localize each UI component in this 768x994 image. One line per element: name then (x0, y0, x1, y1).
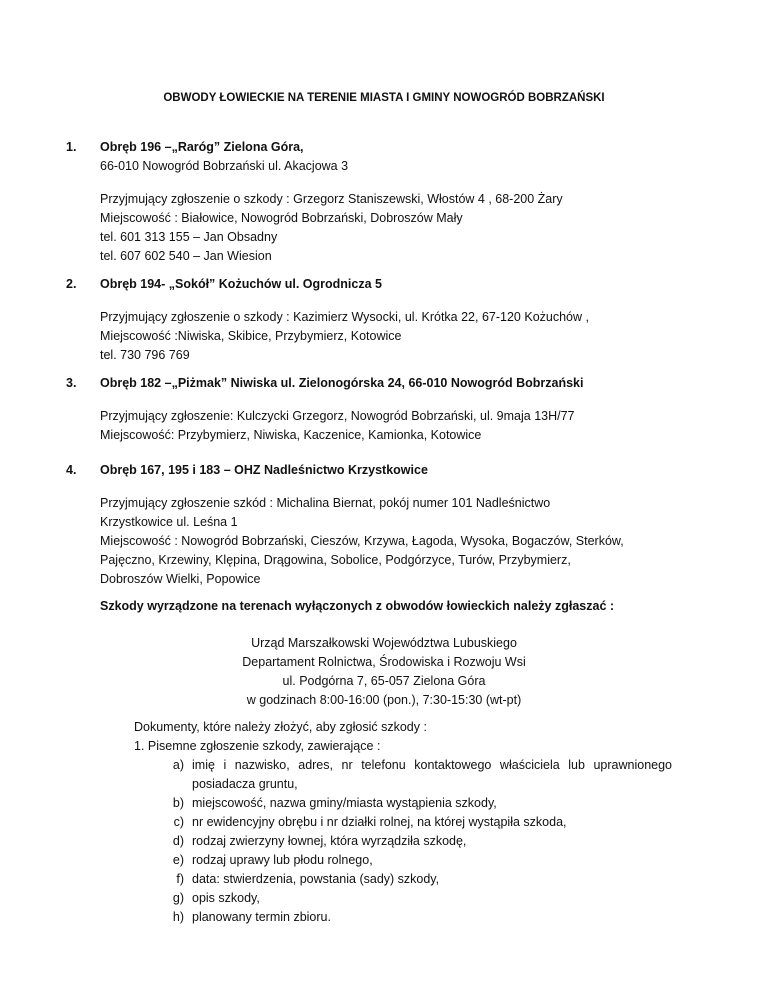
office-address (0, 634, 768, 710)
sub-item-text: planowany termin zbioru. (192, 910, 331, 924)
sub-item-letter: b) (172, 796, 184, 810)
sub-item (134, 908, 674, 927)
item-line: Miejscowość : Białowice, Nowogród Bobrzański, Dobroszów Mały (100, 211, 463, 225)
sub-item-letter: a) (172, 758, 184, 772)
office-line: Urząd Marszałkowski Województwa Lubuskiego (251, 636, 517, 650)
item-line: Przyjmujący zgłoszenie o szkody : Kazimierz Wysocki, ul. Krótka 22, 67-120 Kożuchów , (100, 310, 589, 324)
sub-item-letter: g) (172, 891, 184, 905)
sub-item (134, 832, 674, 851)
item-line: Miejscowość :Niwiska, Skibice, Przybymierz, Kotowice (100, 329, 402, 343)
sub-item-text: miejscowość, nazwa gminy/miasta wystąpienia szkody, (192, 796, 497, 810)
sub-item-text: rodzaj zwierzyny łownej, która wyrządziła szkodę, (192, 834, 467, 848)
list-item-1 (66, 138, 660, 266)
sub-item (134, 813, 674, 832)
sub-item-letter: e) (172, 853, 184, 867)
item-heading: Obręb 196 –„Raróg” Zielona Góra, (100, 140, 304, 154)
sub-item-letter: h) (172, 910, 184, 924)
sub-item-text: rodzaj uprawy lub płodu rolnego, (192, 853, 373, 867)
sub-item-text: imię i nazwisko, adres, nr telefonu kontaktowego właściciela lub uprawnionego (192, 758, 672, 772)
sub-list (134, 756, 674, 927)
item-line: Miejscowość : Nowogród Bobrzański, Cieszów, Krzywa, Łagoda, Wysoka, Bogaczów, Sterków, (100, 534, 624, 548)
item-line: tel. 607 602 540 – Jan Wiesion (100, 249, 272, 263)
sub-item-text-continued: posiadacza gruntu, (192, 777, 298, 791)
sub-item-text: opis szkody, (192, 891, 260, 905)
excluded-areas-heading: Szkody wyrządzone na terenach wyłączonych z obwodów łowieckich należy zgłaszać : (100, 599, 615, 613)
item-heading-address: 66-010 Nowogród Bobrzański ul. Akacjowa 3 (100, 159, 349, 173)
item-number: 4. (66, 463, 77, 477)
office-line: Departament Rolnictwa, Środowiska i Rozwoju Wsi (242, 655, 526, 669)
office-line: w godzinach 8:00-16:00 (pon.), 7:30-15:30 (wt-pt) (246, 693, 522, 707)
sub-item (134, 889, 674, 908)
list-item-4 (66, 461, 660, 589)
sub-item-text: nr ewidencyjny obrębu i nr działki rolnej, na której wystąpiła szkoda, (192, 815, 567, 829)
item-heading: Obręb 182 –„Piżmak” Niwiska ul. Zielonogórska 24, 66-010 Nowogród Bobrzański (100, 376, 584, 390)
item-line: tel. 601 313 155 – Jan Obsadny (100, 230, 278, 244)
sub-item (134, 756, 674, 794)
item-heading: Obręb 194- „Sokół” Kożuchów ul. Ogrodnicza 5 (100, 277, 382, 291)
item-line: tel. 730 796 769 (100, 348, 190, 362)
office-line: ul. Podgórna 7, 65-057 Zielona Góra (282, 674, 486, 688)
item-line: Krzystkowice ul. Leśna 1 (100, 515, 238, 529)
list-item-3 (66, 374, 660, 445)
page-title: OBWODY ŁOWIECKIE NA TERENIE MIASTA I GMINY NOWOGRÓD BOBRZAŃSKI (163, 92, 605, 104)
sub-item-letter: f) (176, 872, 184, 886)
item-line: Przyjmujący zgłoszenie szkód : Michalina Biernat, pokój numer 101 Nadleśnictwo (100, 496, 551, 510)
sub-item-letter: c) (173, 815, 184, 829)
item-line: Pajęczno, Krzewiny, Klępina, Drągowina, Sobolice, Podgórzyce, Turów, Przybymierz, (100, 553, 571, 567)
item-line: Przyjmujący zgłoszenie o szkody : Grzegorz Staniszewski, Włostów 4 , 68-200 Żary (100, 192, 563, 206)
item-number: 2. (66, 277, 77, 291)
sub-item-text: data: stwierdzenia, powstania (sady) szkody, (192, 872, 440, 886)
documents-intro: Dokumenty, które należy złożyć, aby zgłosić szkody : (134, 720, 427, 734)
item-line: Miejscowość: Przybymierz, Niwiska, Kaczenice, Kamionka, Kotowice (100, 428, 482, 442)
documents-first-item: 1. Pisemne zgłoszenie szkody, zawierające : (134, 739, 381, 753)
sub-item-letter: d) (172, 834, 184, 848)
item-number: 1. (66, 140, 77, 154)
item-number: 3. (66, 376, 77, 390)
sub-item (134, 870, 674, 889)
sub-item (134, 851, 674, 870)
item-line: Dobroszów Wielki, Popowice (100, 572, 261, 586)
item-heading: Obręb 167, 195 i 183 – OHZ Nadleśnictwo Krzystkowice (100, 463, 428, 477)
item-line: Przyjmujący zgłoszenie: Kulczycki Grzegorz, Nowogród Bobrzański, ul. 9maja 13H/77 (100, 409, 575, 423)
list-item-2 (66, 275, 660, 365)
sub-item (134, 794, 674, 813)
